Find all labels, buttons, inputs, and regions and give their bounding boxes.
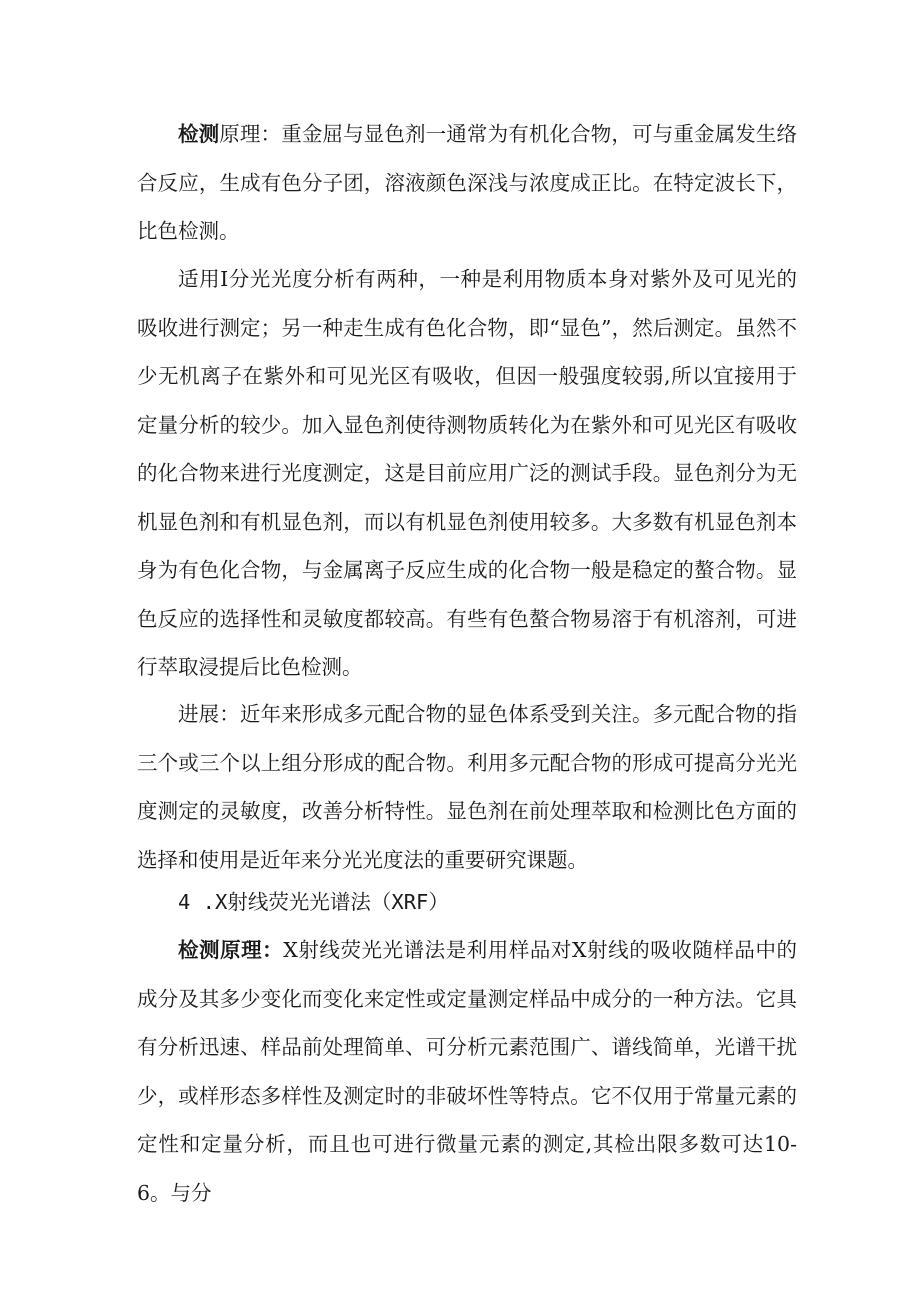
paragraph-body: X射线荧光光谱法是利用样品对X射线的吸收随样品中的成分及其多少变化而变化来定性或定量测定样品中成分的一种方法。它具有分析迅速、样品前处理简单、可分析元素范围广、谱线简单，光谱干扰少，或样形态多样性及测定时的非破坏性等特点。它不仅用于常量元素的定性和定量分析，而且也可进行微量元素的测定,其检出限多数可达10-6。与分 bbox=[137, 938, 798, 1205]
paragraph-body: 适用I分光光度分析有两种，一种是利用物质本身对紫外及可见光的吸收进行测定；另一种走生成有色化合物，即“显色”，然后测定。虽然不少无机离子在紫外和可见光区有吸收，但因一般强度较弱,所以宜接用于定量分析的较少。加入显色剂使待测物质转化为在紫外和可见光区有吸收的化合物来进行光度测定，这是目前应用广泛的测试手段。显色剂分为无机显色剂和有机显色剂，而以有机显色剂使用较多。大多数有机显色剂本身为有色化合物，与金属离子反应生成的化合物一般是稳定的螯合物。显色反应的选择性和灵敏度都较高。有些有色螯合物易溶于有机溶剂，可进行萃取浸提后比色检测。 bbox=[137, 267, 797, 679]
paragraph-body: 原理：重金屈与显色剂一通常为有机化合物，可与重金属发生络合反应，生成有色分子团，溶液颜色深浅与浓度成正比。在特定波长下，比色检测。 bbox=[137, 122, 798, 243]
paragraph-progress bbox=[137, 690, 797, 884]
paragraph-detection-principle bbox=[137, 110, 797, 256]
paragraph-lead-bold: 检测 bbox=[178, 122, 220, 146]
paragraph-xrf-principle bbox=[137, 926, 797, 1217]
section-heading-xrf: 4 .X射线荧光光谱法（XRF） bbox=[178, 890, 449, 914]
paragraph-lead-bold: 检测原理： bbox=[178, 938, 284, 962]
paragraph-application bbox=[137, 255, 797, 692]
paragraph-body: 进展：近年来形成多元配合物的显色体系受到关注。多元配合物的指三个或三个以上组分形成的配合物。利用多元配合物的形成可提高分光光度测定的灵敏度，改善分析特性。显色剂在前处理萃取和检测比色方面的选择和使用是近年来分光光度法的重要研究课题。 bbox=[137, 702, 797, 872]
